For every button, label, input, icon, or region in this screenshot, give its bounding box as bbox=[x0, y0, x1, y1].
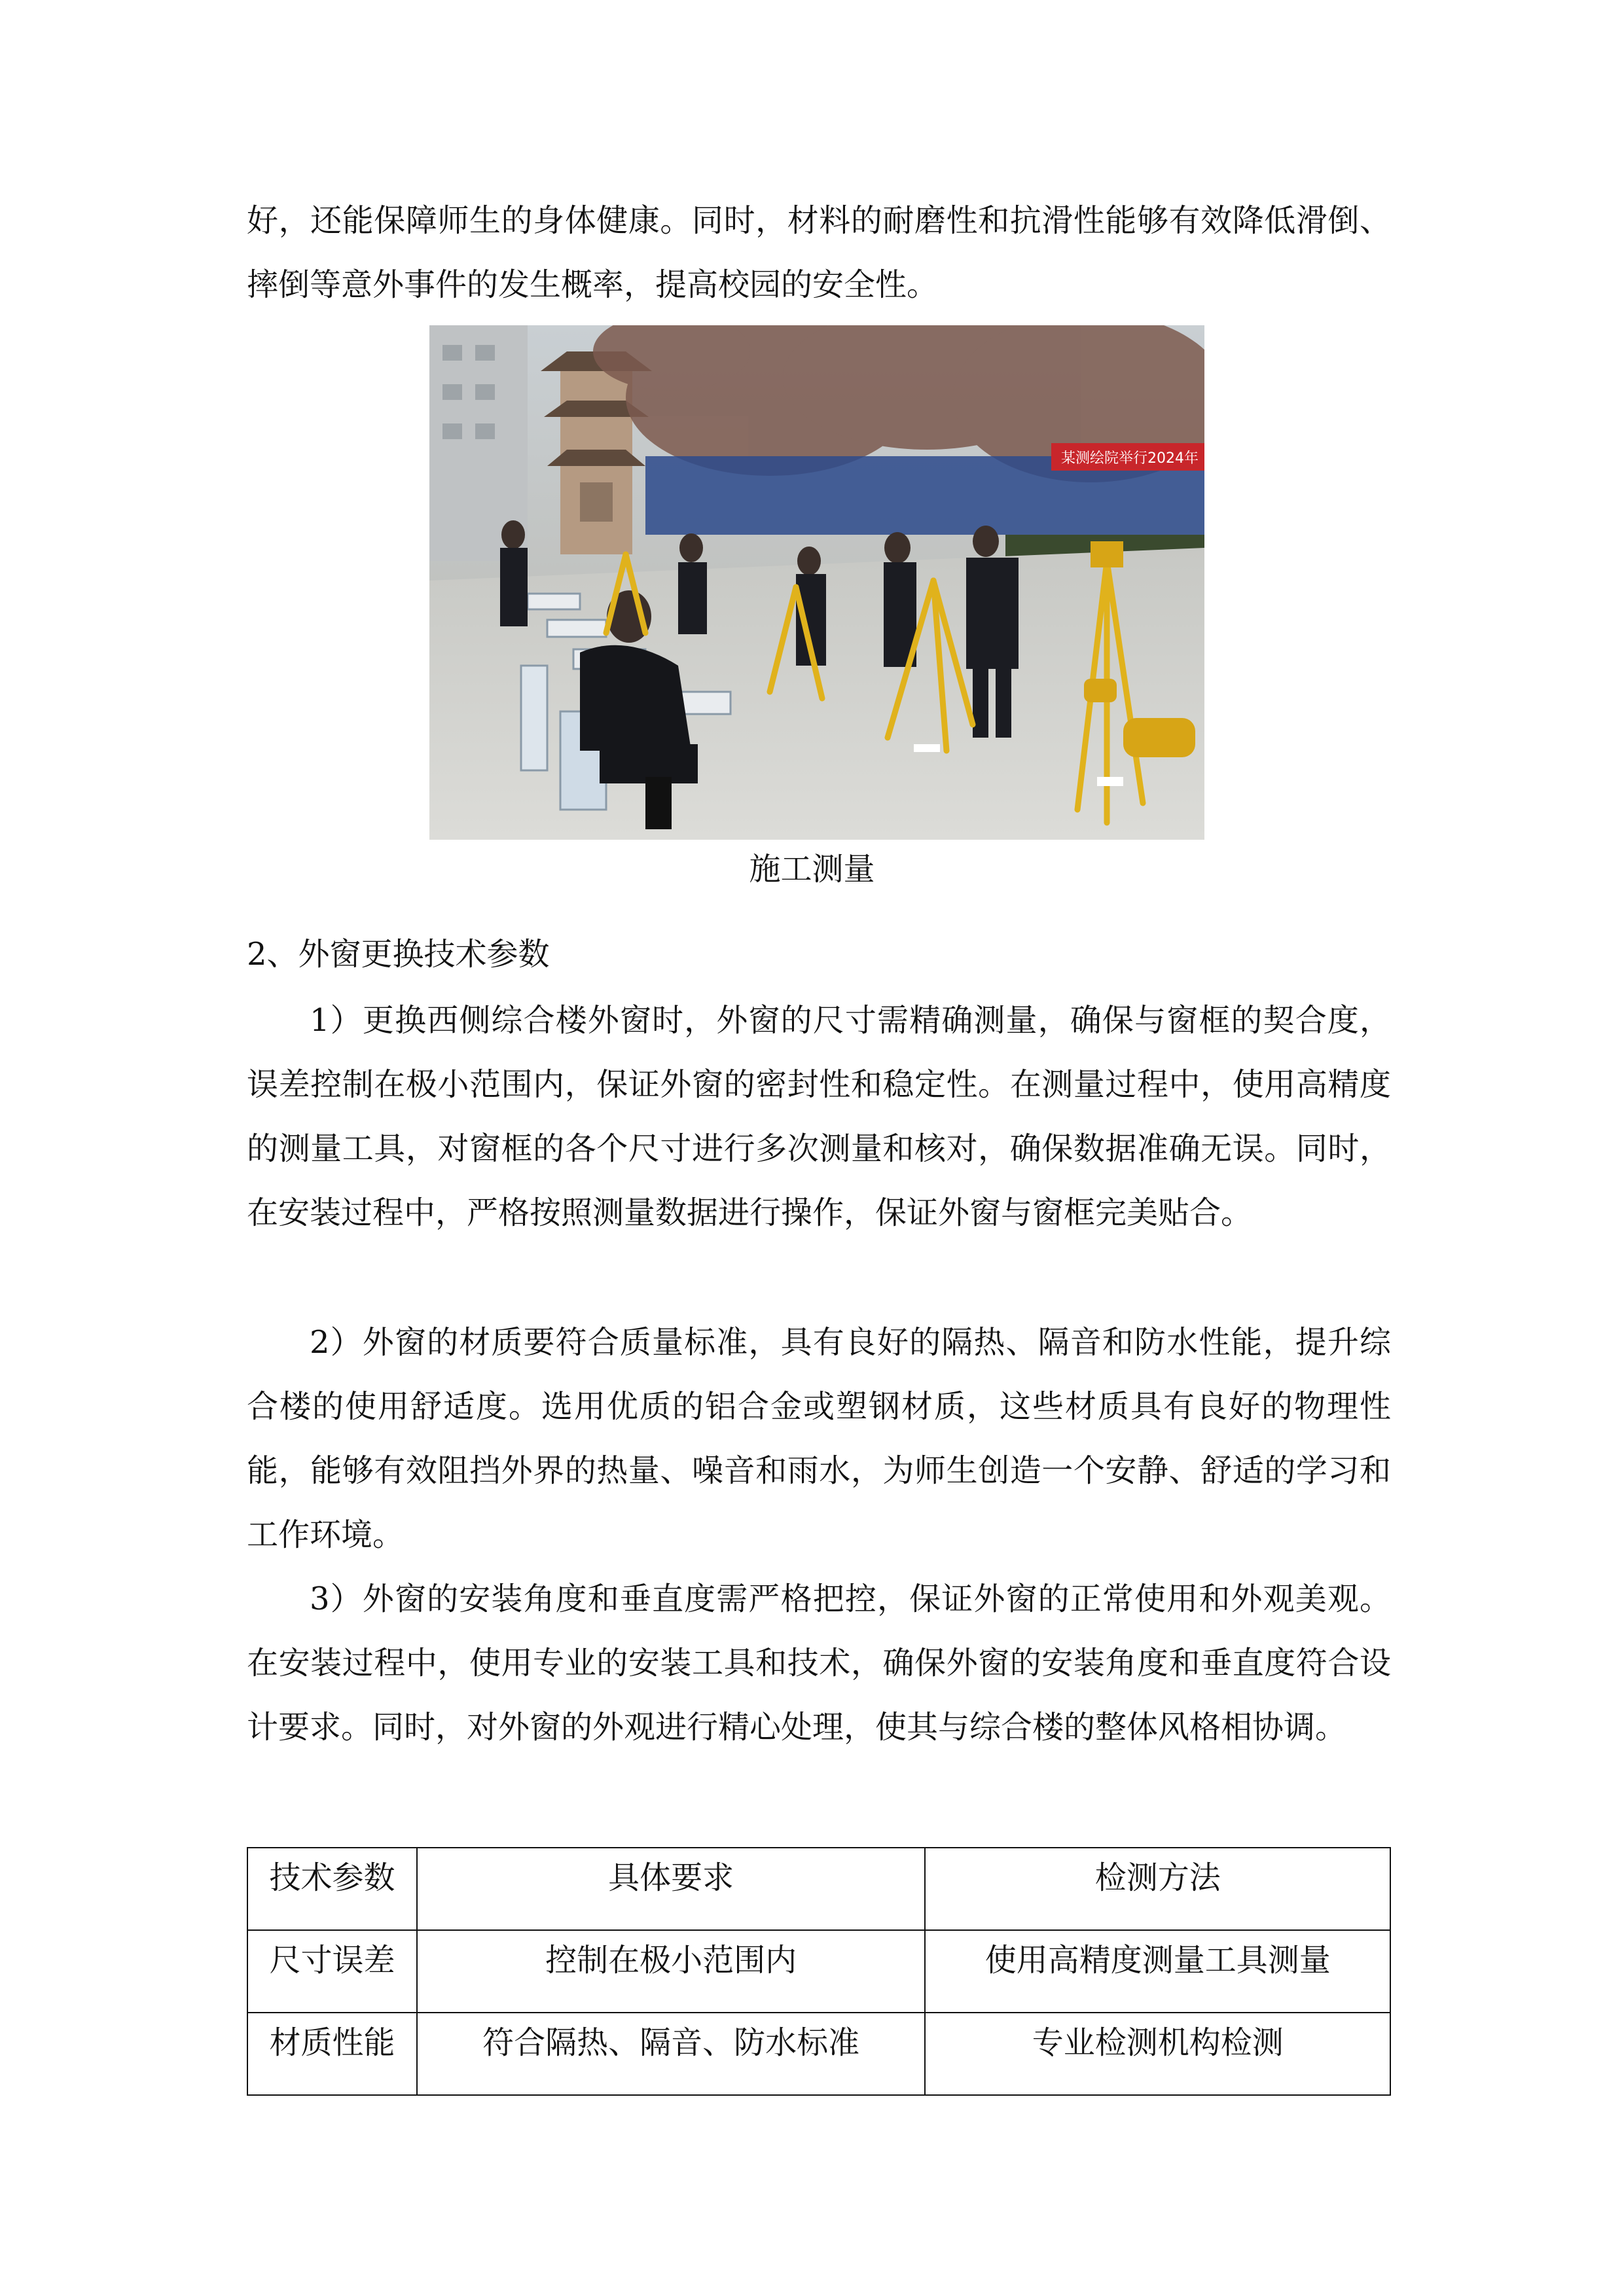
paragraph-2: 2）外窗的材质要符合质量标准，具有良好的隔热、隔音和防水性能，提升综合楼的使用舒适度。选用优质的铝合金或塑钢材质，这些材质具有良好的物理性能，能够有效阻挡外界的热量、噪音和雨水，为师生创造一个安静、舒适的学习和工作环境。 bbox=[247, 1324, 1391, 1553]
paragraph-3: 3）外窗的安装角度和垂直度需严格把控，保证外窗的正常使用和外观美观。在安装过程中，使用专业的安装工具和技术，确保外窗的安装角度和垂直度符合设计要求。同时，对外窗的外观进行精心处理，使其与综合楼的整体风格相协调。 bbox=[247, 1581, 1391, 1746]
table-cell: 专业检测机构检测 bbox=[925, 2013, 1390, 2095]
table-row bbox=[247, 1930, 1390, 2013]
paragraph-continued: 好，还能保障师生的身体健康。同时，材料的耐磨性和抗滑性能够有效降低滑倒、摔倒等意外事件的发生概率，提高校园的安全性。 bbox=[247, 202, 1391, 303]
section-heading: 2、外窗更换技术参数 bbox=[247, 936, 550, 973]
table-header-cell: 检测方法 bbox=[925, 1848, 1390, 1930]
banner-text: 某测绘院举行2024年 bbox=[1061, 450, 1199, 467]
table-cell: 控制在极小范围内 bbox=[417, 1930, 925, 2013]
table-header-cell: 具体要求 bbox=[417, 1848, 925, 1930]
table-cell: 尺寸误差 bbox=[247, 1930, 417, 2013]
table-cell: 使用高精度测量工具测量 bbox=[925, 1930, 1390, 2013]
table-cell: 符合隔热、隔音、防水标准 bbox=[417, 2013, 925, 2095]
figure-caption: 施工测量 bbox=[749, 851, 875, 888]
paragraph-1: 1）更换西侧综合楼外窗时，外窗的尺寸需精确测量，确保与窗框的契合度，误差控制在极小范围内，保证外窗的密封性和稳定性。在测量过程中，使用高精度的测量工具，对窗框的各个尺寸进行多次测量和核对，确保数据准确无误。同时，在安装过程中，严格按照测量数据进行操作，保证外窗与窗框完美贴合。 bbox=[247, 1002, 1391, 1231]
technical-parameters-table bbox=[247, 1847, 1391, 2096]
table-row bbox=[247, 2013, 1390, 2095]
photo-illustration bbox=[429, 325, 1204, 840]
construction-survey-photo bbox=[429, 325, 1204, 840]
table-header-row bbox=[247, 1848, 1390, 1930]
table-header-cell: 技术参数 bbox=[247, 1848, 417, 1930]
table-cell: 材质性能 bbox=[247, 2013, 417, 2095]
